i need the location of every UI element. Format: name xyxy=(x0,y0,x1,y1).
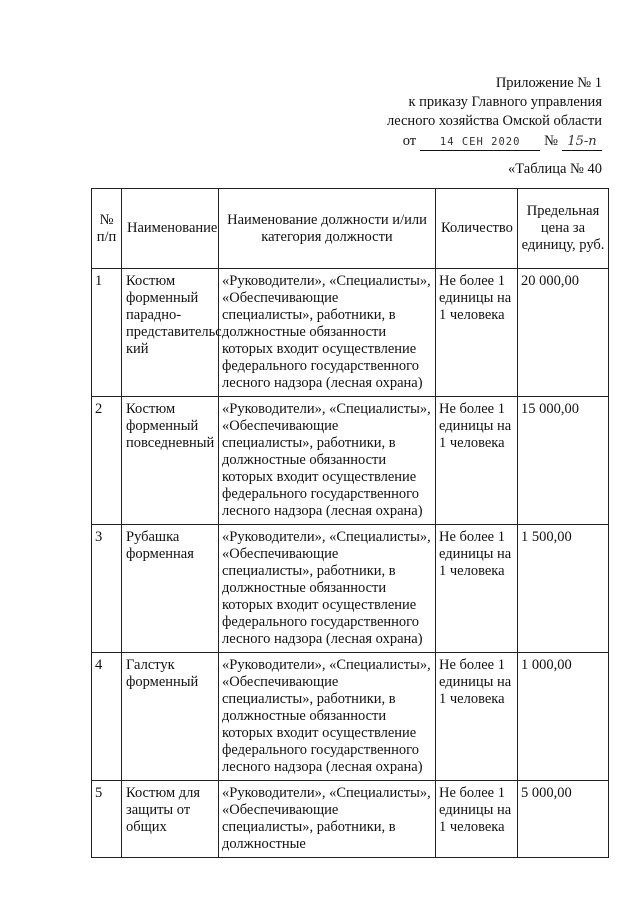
item-name: Костюм форменный парадно-представительс кий xyxy=(122,269,219,397)
header-quantity: Количество xyxy=(436,189,518,269)
appendix-title: Приложение № 1 xyxy=(495,75,602,91)
table-label: «Таблица № 40 xyxy=(508,161,602,177)
row-number: 1 xyxy=(92,269,122,397)
item-name: Костюм форменный повседневный xyxy=(122,397,219,525)
item-quantity: Не более 1 единицы на 1 человека xyxy=(436,781,518,858)
date-stamp: 14 СЕН 2020 xyxy=(420,134,540,151)
item-price: 5 000,00 xyxy=(518,781,609,858)
authority-name: лесного хозяйства Омской области xyxy=(386,113,602,129)
row-number: 4 xyxy=(92,653,122,781)
table-row xyxy=(92,781,609,858)
table-row xyxy=(92,397,609,525)
table-row xyxy=(92,653,609,781)
position-category: «Руководители», «Специалисты», «Обеспечивающие специалисты», работники, в должностные обязанности которых входит осуществление федерального государственного лесного надзора (лесная охрана) xyxy=(219,525,436,653)
item-price: 1 500,00 xyxy=(518,525,609,653)
item-price: 1 000,00 xyxy=(518,653,609,781)
number-label: № xyxy=(544,133,558,149)
table-row xyxy=(92,525,609,653)
item-quantity: Не более 1 единицы на 1 человека xyxy=(436,525,518,653)
position-category: «Руководители», «Специалисты», «Обеспечивающие специалисты», работники, в должностные xyxy=(219,781,436,858)
order-number: 15-п xyxy=(562,134,602,151)
item-price: 20 000,00 xyxy=(518,269,609,397)
order-reference: к приказу Главного управления xyxy=(408,94,602,110)
header-name: Наименование xyxy=(122,189,219,269)
table-row xyxy=(92,269,609,397)
position-category: «Руководители», «Специалисты», «Обеспечивающие специалисты», работники, в должностные обязанности которых входит осуществление федерального государственного лесного надзора (лесная охрана) xyxy=(219,269,436,397)
header-price: Предельная цена за единицу, руб. xyxy=(518,189,609,269)
row-number: 3 xyxy=(92,525,122,653)
item-quantity: Не более 1 единицы на 1 человека xyxy=(436,653,518,781)
position-category: «Руководители», «Специалисты», «Обеспечивающие специалисты», работники, в должностные обязанности которых входит осуществление федерального государственного лесного надзора (лесная охрана) xyxy=(219,397,436,525)
table-header-row xyxy=(92,189,609,269)
uniform-price-table xyxy=(91,188,609,858)
item-quantity: Не более 1 единицы на 1 человека xyxy=(436,397,518,525)
item-price: 15 000,00 xyxy=(518,397,609,525)
from-label: от xyxy=(402,133,417,149)
order-date-line xyxy=(387,132,602,151)
item-name: Рубашка форменная xyxy=(122,525,219,653)
header-number: № п/п xyxy=(92,189,122,269)
item-name: Костюм для защиты от общих xyxy=(122,781,219,858)
position-category: «Руководители», «Специалисты», «Обеспечивающие специалисты», работники, в должностные обязанности которых входит осуществление федерального государственного лесного надзора (лесная охрана) xyxy=(219,653,436,781)
row-number: 5 xyxy=(92,781,122,858)
item-name: Галстук форменный xyxy=(122,653,219,781)
row-number: 2 xyxy=(92,397,122,525)
appendix-header xyxy=(387,74,602,151)
header-position: Наименование должности и/или категория должности xyxy=(219,189,436,269)
item-quantity: Не более 1 единицы на 1 человека xyxy=(436,269,518,397)
